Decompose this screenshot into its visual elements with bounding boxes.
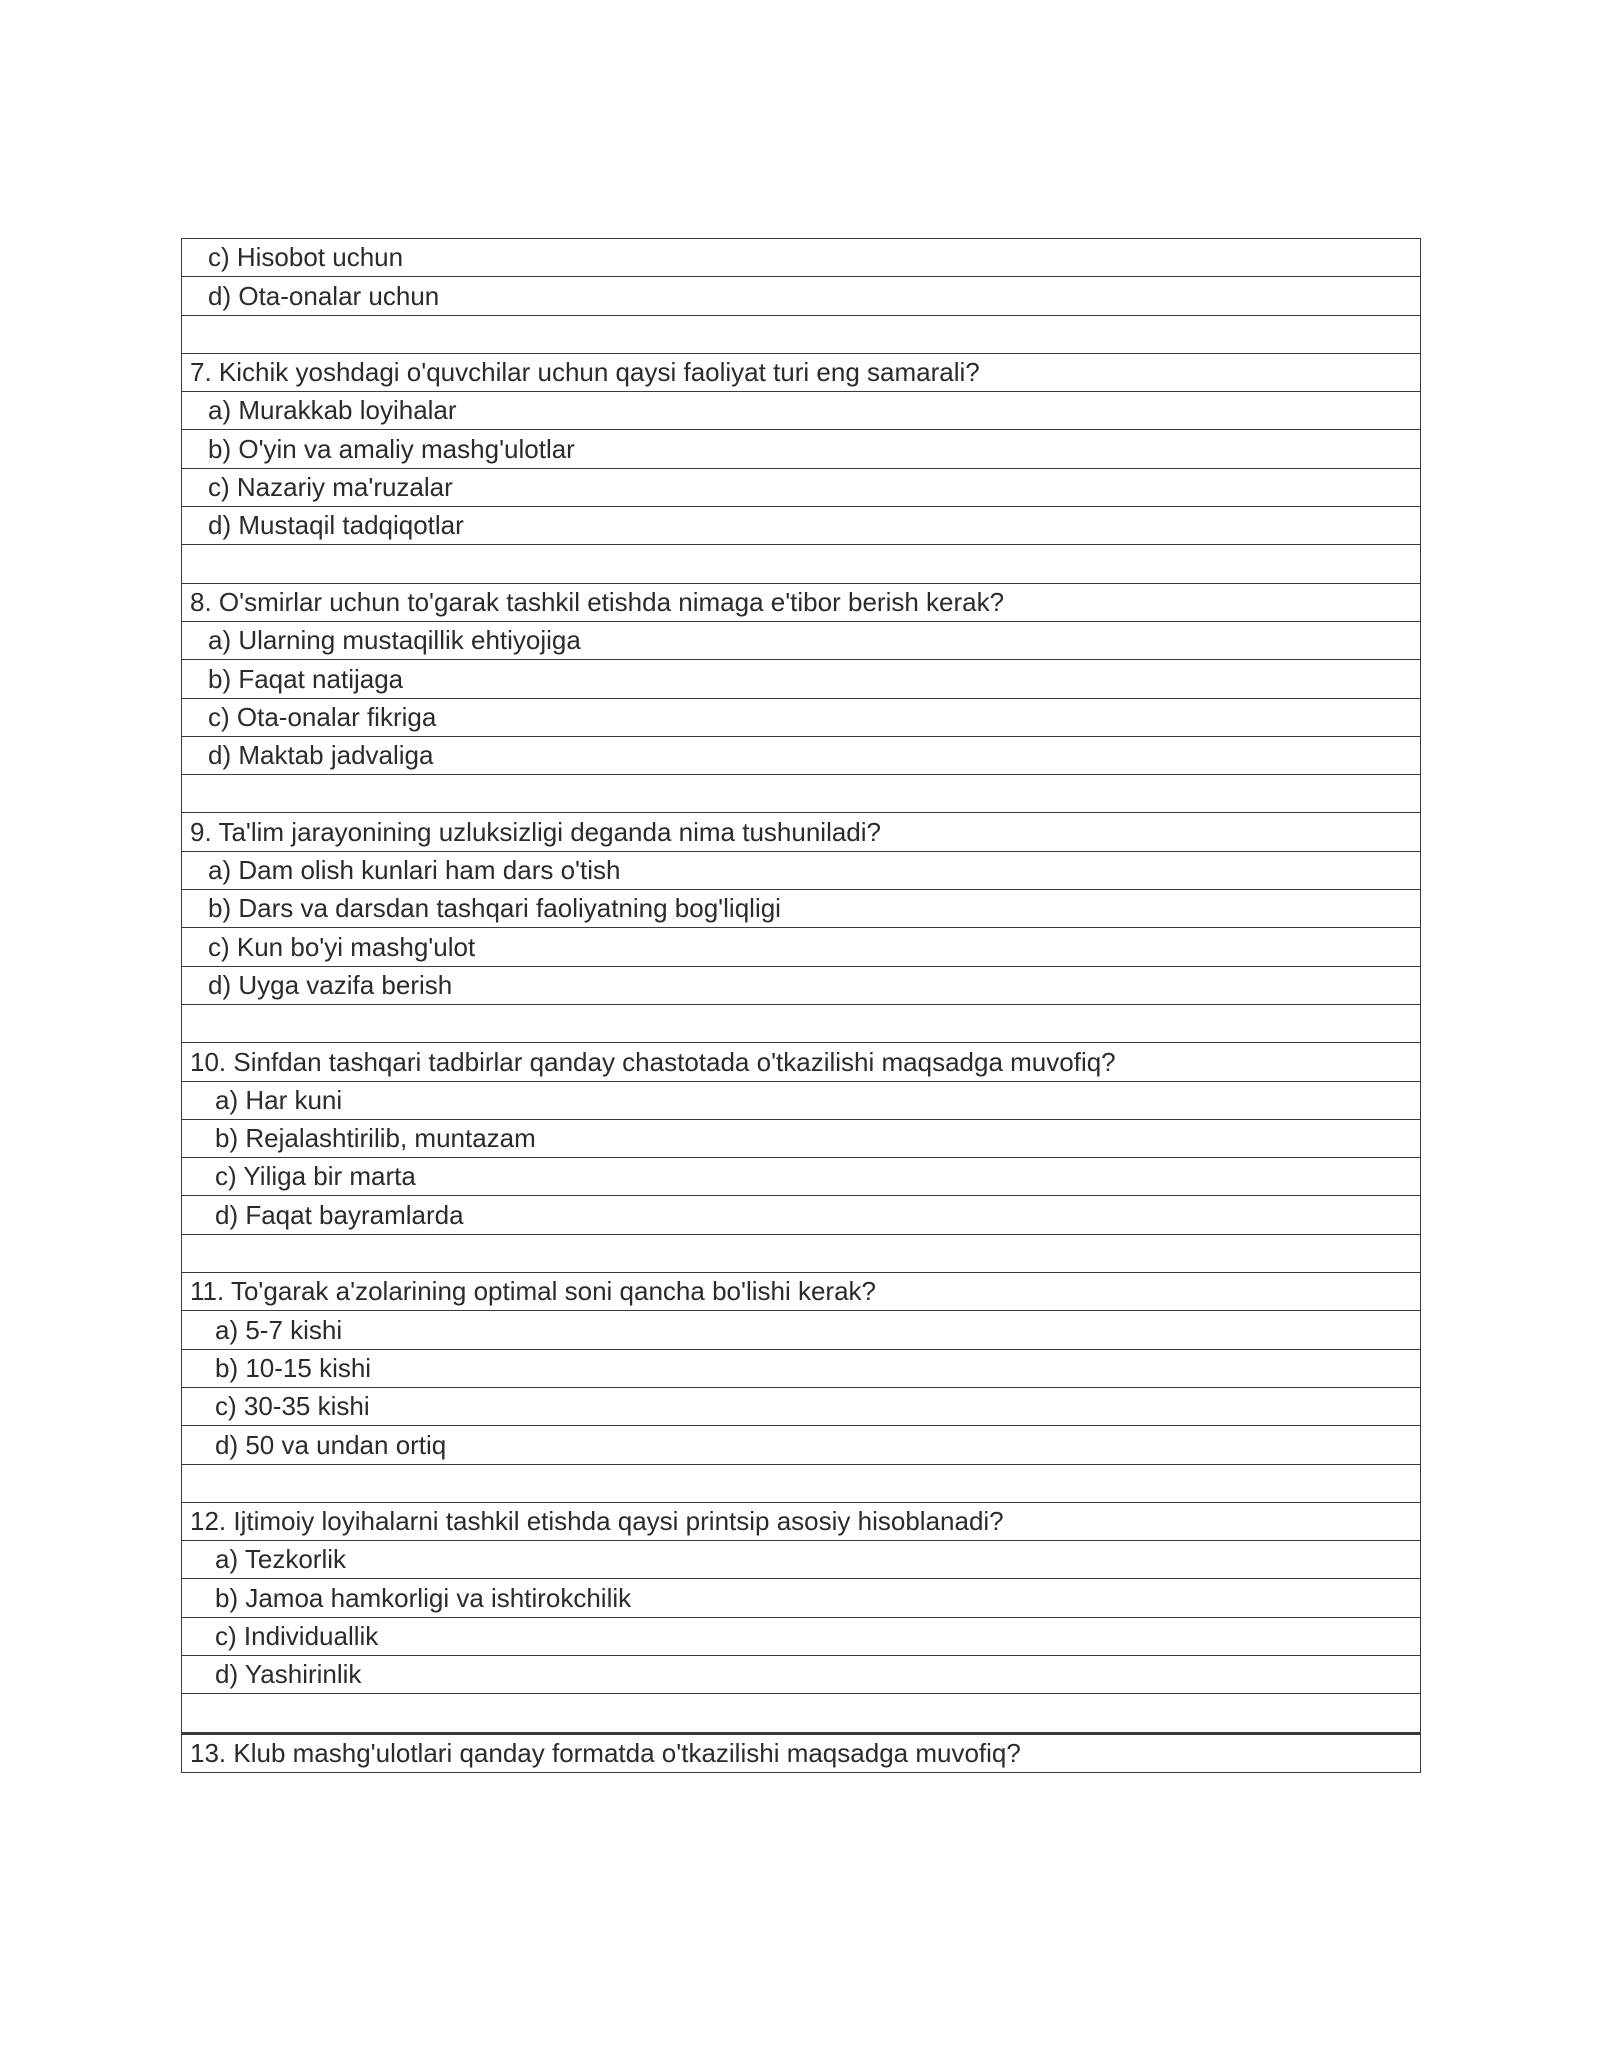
answer-option-row bbox=[182, 698, 1421, 736]
answer-option-cell: b) O'yin va amaliy mashg'ulotlar bbox=[182, 430, 1421, 468]
answer-option-cell: b) Faqat natijaga bbox=[182, 660, 1421, 698]
answer-option-row bbox=[182, 1541, 1421, 1579]
answer-option-cell: c) Hisobot uchun bbox=[182, 239, 1421, 277]
answer-option-cell: d) Yashirinlik bbox=[182, 1655, 1421, 1693]
question-cell: 8. O'smirlar uchun to'garak tashkil etishda nimaga e'tibor berish kerak? bbox=[182, 583, 1421, 621]
spacer-row bbox=[182, 1694, 1421, 1733]
answer-option-row bbox=[182, 1387, 1421, 1425]
answer-option-cell: d) Ota-onalar uchun bbox=[182, 277, 1421, 315]
answer-option-cell: a) Dam olish kunlari ham dars o'tish bbox=[182, 851, 1421, 889]
question-row bbox=[182, 1733, 1421, 1772]
answer-option-cell: a) 5-7 kishi bbox=[182, 1311, 1421, 1349]
spacer-row bbox=[182, 1004, 1421, 1042]
question-row bbox=[182, 1273, 1421, 1311]
question-cell: 13. Klub mashg'ulotlari qanday formatda o'tkazilishi maqsadga muvofiq? bbox=[182, 1733, 1421, 1772]
answer-option-row bbox=[182, 1426, 1421, 1464]
answer-option-row bbox=[182, 660, 1421, 698]
answer-option-row bbox=[182, 890, 1421, 928]
answer-option-cell: d) Maktab jadvaliga bbox=[182, 736, 1421, 774]
answer-option-cell: c) Individuallik bbox=[182, 1617, 1421, 1655]
question-cell: 10. Sinfdan tashqari tadbirlar qanday chastotada o'tkazilishi maqsadga muvofiq? bbox=[182, 1043, 1421, 1081]
question-row bbox=[182, 583, 1421, 621]
answer-option-cell: d) 50 va undan ortiq bbox=[182, 1426, 1421, 1464]
question-cell: 9. Ta'lim jarayonining uzluksizligi deganda nima tushuniladi? bbox=[182, 813, 1421, 851]
answer-option-cell: b) Rejalashtirilib, muntazam bbox=[182, 1119, 1421, 1157]
spacer-row bbox=[182, 1234, 1421, 1272]
question-cell: 7. Kichik yoshdagi o'quvchilar uchun qaysi faoliyat turi eng samarali? bbox=[182, 353, 1421, 391]
spacer-row bbox=[182, 1464, 1421, 1502]
spacer-row bbox=[182, 775, 1421, 813]
answer-option-row bbox=[182, 1158, 1421, 1196]
answer-option-cell: c) Ota-onalar fikriga bbox=[182, 698, 1421, 736]
answer-option-cell: c) Yiliga bir marta bbox=[182, 1158, 1421, 1196]
answer-option-row bbox=[182, 1081, 1421, 1119]
answer-option-row bbox=[182, 430, 1421, 468]
answer-option-cell: c) Kun bo'yi mashg'ulot bbox=[182, 928, 1421, 966]
answer-option-cell: d) Uyga vazifa berish bbox=[182, 966, 1421, 1004]
answer-option-row bbox=[182, 239, 1421, 277]
answer-option-row bbox=[182, 1579, 1421, 1617]
answer-option-row bbox=[182, 468, 1421, 506]
answer-option-row bbox=[182, 1311, 1421, 1349]
spacer-cell bbox=[182, 1694, 1421, 1733]
answer-option-cell: a) Har kuni bbox=[182, 1081, 1421, 1119]
answer-option-row bbox=[182, 507, 1421, 545]
question-row bbox=[182, 1502, 1421, 1540]
spacer-row bbox=[182, 545, 1421, 583]
spacer-row bbox=[182, 315, 1421, 353]
answer-option-row bbox=[182, 1617, 1421, 1655]
answer-option-cell: c) 30-35 kishi bbox=[182, 1387, 1421, 1425]
answer-option-row bbox=[182, 851, 1421, 889]
question-cell: 11. To'garak a'zolarining optimal soni qancha bo'lishi kerak? bbox=[182, 1273, 1421, 1311]
answer-option-row bbox=[182, 928, 1421, 966]
question-cell: 12. Ijtimoiy loyihalarni tashkil etishda qaysi printsip asosiy hisoblanadi? bbox=[182, 1502, 1421, 1540]
spacer-cell bbox=[182, 545, 1421, 583]
question-row bbox=[182, 1043, 1421, 1081]
quiz-table bbox=[181, 238, 1421, 1773]
answer-option-row bbox=[182, 736, 1421, 774]
question-row bbox=[182, 353, 1421, 391]
spacer-cell bbox=[182, 1464, 1421, 1502]
answer-option-row bbox=[182, 1196, 1421, 1234]
question-row bbox=[182, 813, 1421, 851]
answer-option-row bbox=[182, 1119, 1421, 1157]
answer-option-row bbox=[182, 1349, 1421, 1387]
answer-option-cell: b) Jamoa hamkorligi va ishtirokchilik bbox=[182, 1579, 1421, 1617]
answer-option-row bbox=[182, 1655, 1421, 1693]
answer-option-row bbox=[182, 277, 1421, 315]
answer-option-cell: b) Dars va darsdan tashqari faoliyatning bog'liqligi bbox=[182, 890, 1421, 928]
answer-option-cell: c) Nazariy ma'ruzalar bbox=[182, 468, 1421, 506]
answer-option-cell: d) Faqat bayramlarda bbox=[182, 1196, 1421, 1234]
answer-option-cell: b) 10-15 kishi bbox=[182, 1349, 1421, 1387]
spacer-cell bbox=[182, 775, 1421, 813]
answer-option-cell: a) Murakkab loyihalar bbox=[182, 392, 1421, 430]
answer-option-row bbox=[182, 392, 1421, 430]
answer-option-cell: d) Mustaqil tadqiqotlar bbox=[182, 507, 1421, 545]
answer-option-cell: a) Tezkorlik bbox=[182, 1541, 1421, 1579]
quiz-table-body bbox=[182, 239, 1421, 1773]
spacer-cell bbox=[182, 315, 1421, 353]
spacer-cell bbox=[182, 1234, 1421, 1272]
answer-option-row bbox=[182, 621, 1421, 659]
spacer-cell bbox=[182, 1004, 1421, 1042]
answer-option-row bbox=[182, 966, 1421, 1004]
answer-option-cell: a) Ularning mustaqillik ehtiyojiga bbox=[182, 621, 1421, 659]
